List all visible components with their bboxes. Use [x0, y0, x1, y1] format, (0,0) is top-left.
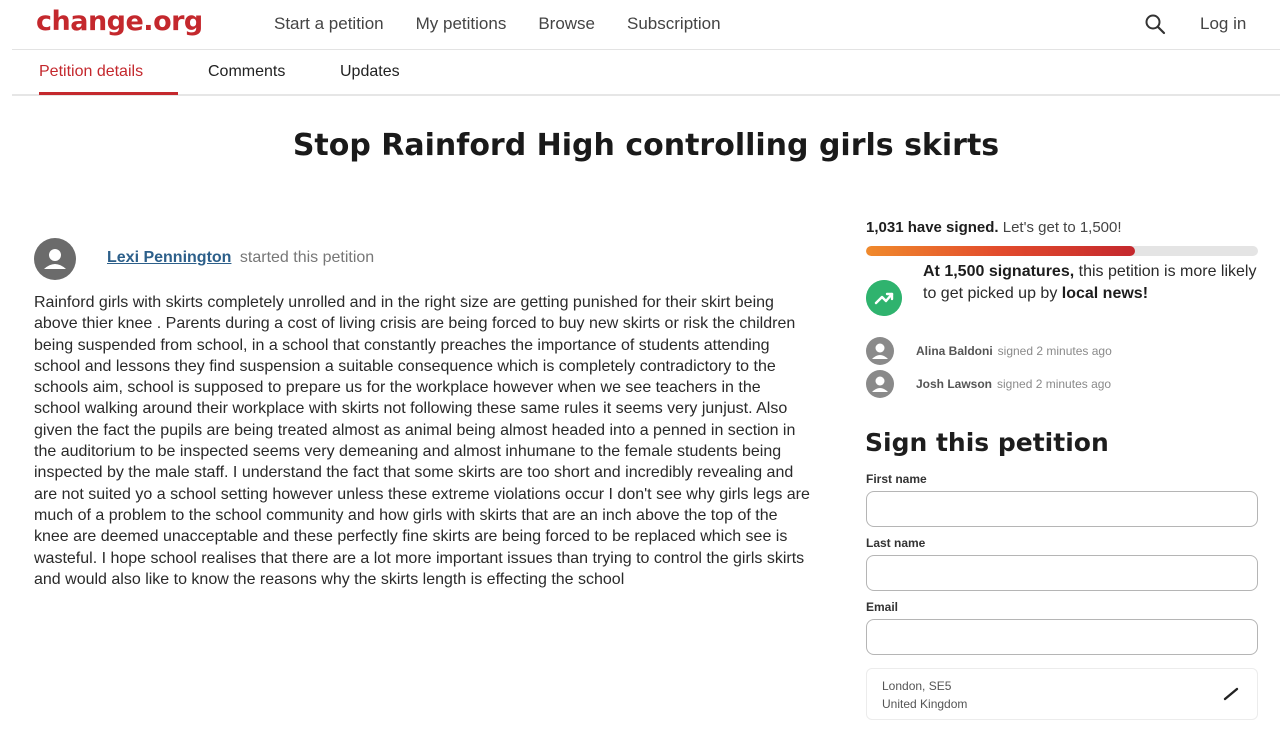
search-icon[interactable]: [1144, 13, 1166, 35]
signer-avatar-icon: [866, 337, 894, 365]
login-link[interactable]: Log in: [1200, 14, 1247, 33]
author-name-link[interactable]: Lexi Pennington: [107, 249, 232, 266]
recent-signer: [866, 337, 1112, 365]
tab-petition-details[interactable]: Petition details: [39, 63, 144, 80]
author-suffix: started this petition: [239, 249, 375, 266]
signature-goal-text: Let's get to 1,500!: [1002, 219, 1122, 236]
email-input[interactable]: [866, 619, 1258, 655]
trending-up-icon: [866, 280, 902, 316]
nav-start-petition[interactable]: Start a petition: [274, 14, 384, 33]
author-line: [107, 249, 374, 267]
petition-title: Stop Rainford High controlling girls skirts: [292, 128, 1000, 163]
sign-petition-heading: Sign this petition: [865, 428, 1109, 457]
nav-subscription[interactable]: Subscription: [627, 14, 721, 33]
edit-pencil-icon[interactable]: [1221, 683, 1241, 703]
nav-my-petitions[interactable]: My petitions: [415, 14, 507, 33]
email-label: Email: [866, 600, 899, 614]
signed-count-text: 1,031 have signed.: [866, 219, 999, 236]
signer-time: signed 2 minutes ago: [997, 344, 1112, 358]
top-navigation-bar: [12, 0, 1280, 50]
change-org-logo[interactable]: change.org: [36, 6, 203, 37]
tab-updates[interactable]: Updates: [340, 63, 400, 80]
signer-time: signed 2 minutes ago: [997, 377, 1112, 391]
location-country: United Kingdom: [882, 697, 968, 711]
petition-tabs: [12, 50, 1280, 96]
signer-avatar-icon: [866, 370, 894, 398]
location-box[interactable]: [866, 668, 1258, 720]
main-nav: [274, 14, 721, 34]
last-name-label: Last name: [866, 536, 926, 550]
author-avatar-icon: [34, 238, 76, 280]
signer-name: Josh Lawson: [916, 377, 993, 391]
petition-description: Rainford girls with skirts completely unrolled and in the right size are getting punished for their skirt being above thier knee . Parents during a cost of living crisis are being forced to buy new skirts or risk the children being suspended from school, in a school that constantly preaches the importance of students attending school and lessons they find suspension a suitable consequence which is completely contradictory to the schools aim, school is supposed to prepare us for the workplace however when we see teachers in the school walking around their workplace with skirts not following these same rules it seems very junjust. Also given the fact the pupils are being treated almost as animal being almost headed into a penned in section in the auditorium to be inspected seems very demeaning and almost inhumane to the female students being inspected by the male staff. I understand the fact that some skirts are too short and incredibly revealing and are not suited yo a school setting however unless these extreme violations occur I don't see why girls legs are much of a problem to the school community and how girls with skirts that are an inch above the top of the knee are deemed unacceptable and these perfectly fine skirts are being forced to be replaced which see is wasteful. I hope school realises that there are a lot more important issues than trying to control the girls skirts and would also like to know the reasons why the skirts length is effecting the school: [34, 294, 810, 588]
location-city: London, SE5: [882, 679, 952, 693]
milestone-end: local news!: [1061, 284, 1149, 302]
milestone-text: this petition is more likely to get picked up by: [923, 263, 1257, 302]
active-tab-indicator: [39, 92, 178, 95]
first-name-input[interactable]: [866, 491, 1258, 527]
tab-comments[interactable]: Comments: [208, 63, 286, 80]
signature-progress-fill: [866, 246, 1135, 256]
first-name-label: First name: [866, 472, 927, 486]
signature-progress-bar: [866, 246, 1258, 256]
nav-browse[interactable]: Browse: [538, 14, 596, 33]
milestone-message: [923, 261, 1263, 304]
signer-name: Alina Baldoni: [916, 344, 993, 358]
signature-count: [866, 219, 1122, 236]
milestone-bold: At 1,500 signatures,: [923, 263, 1075, 280]
last-name-input[interactable]: [866, 555, 1258, 591]
recent-signer: [866, 370, 1111, 398]
